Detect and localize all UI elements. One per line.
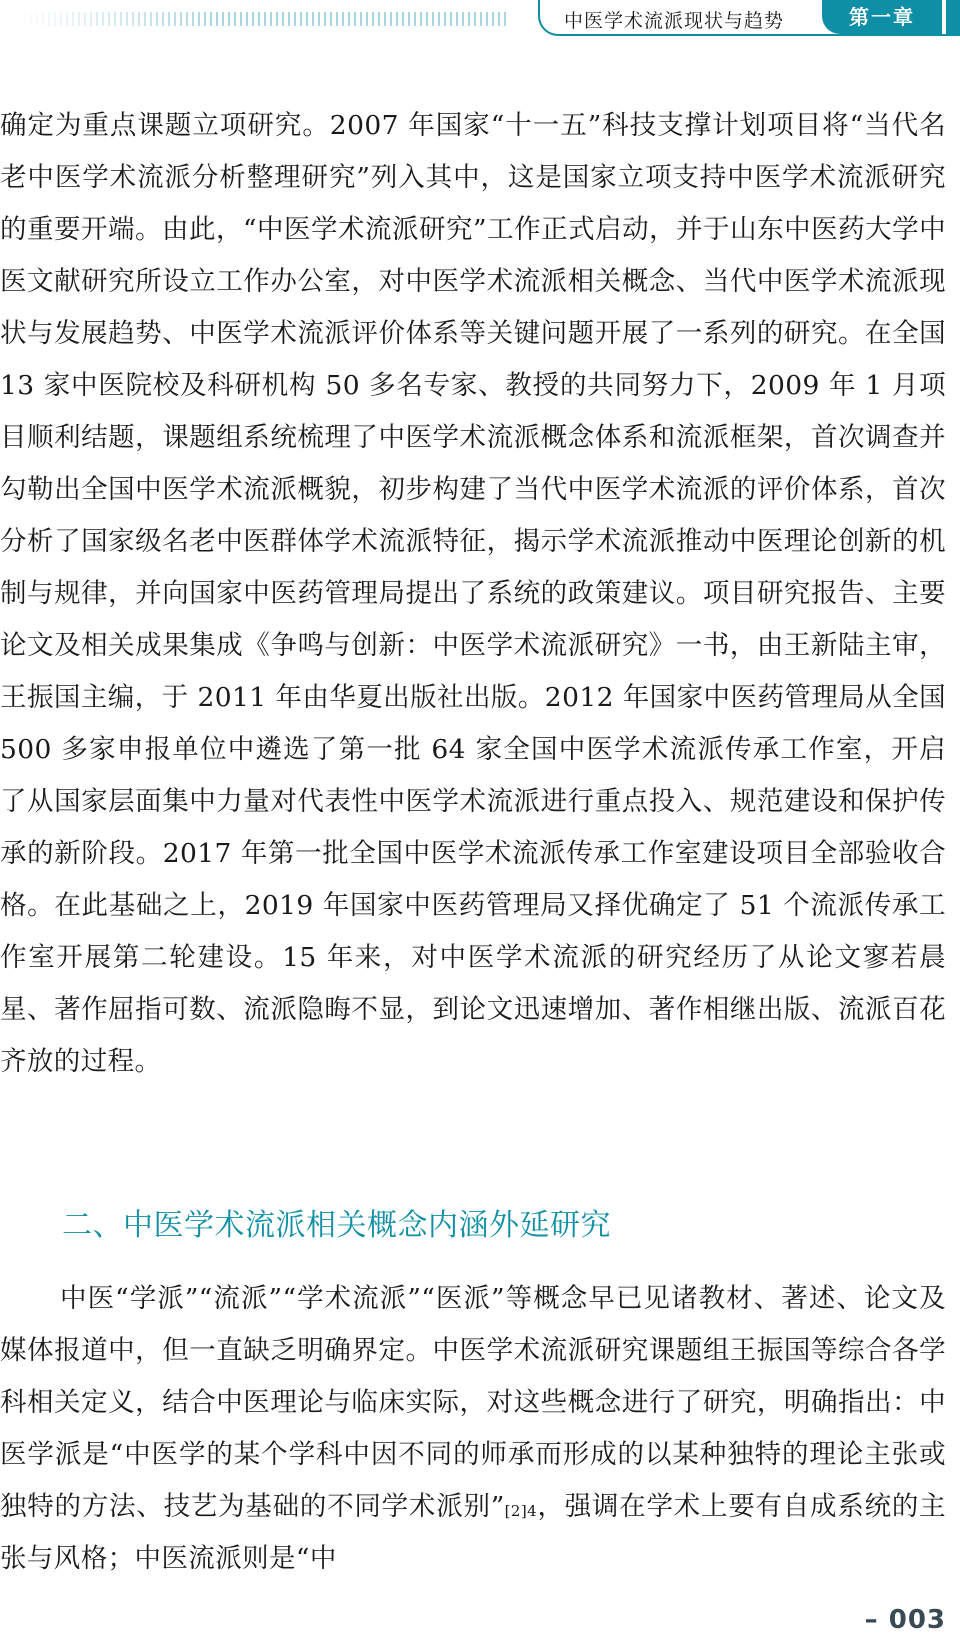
page-header	[0, 0, 960, 44]
paragraph-2-continuation: ，强调在学术上要有自成系统的主张与风格；中医流派则是“中	[0, 1491, 947, 1574]
running-title: 中医学术流派现状与趋势	[564, 10, 785, 32]
citation-reference: [2]4	[504, 1502, 538, 1520]
page-number: – 003	[864, 1605, 946, 1635]
header-stripe-fade	[18, 12, 218, 26]
body-paragraph-1: 确定为重点课题立项研究。2007 年国家“十一五”科技支撑计划项目将“当代名老中医学术流派分析整理研究”列入其中，这是国家立项支持中医学术流派研究的重要开端。由此，“中医学术流派研究”工作正式启动，并于山东中医药大学中医文献研究所设立工作办公室，对中医学术流派相关概念、当代中医学术流派现状与发展趋势、中医学术流派评价体系等关键问题开展了一系列的研究。在全国 13 家中医院校及科研机构 50 多名专家、教授的共同努力下，2009 年 1 月项目顺利结题，课题组系统梳理了中医学术流派概念体系和流派框架，首次调查并勾勒出全国中医学术流派概貌，初步构建了当代中医学术流派的评价体系，首次分析了国家级名老中医群体学术流派特征，揭示学术流派推动中医理论创新的机制与规律，并向国家中医药管理局提出了系统的政策建议。项目研究报告、主要论文及相关成果集成《争鸣与创新：中医学术流派研究》一书，由王新陆主审，王振国主编，于 2011 年由华夏出版社出版。2012 年国家中医药管理局从全国 500 多家申报单位中遴选了第一批 64 家全国中医学术流派传承工作室，开启了从国家层面集中力量对代表性中医学术流派进行重点投入、规范建设和保护传承的新阶段。2017 年第一批全国中医学术流派传承工作室建设项目全部验收合格。在此基础之上，2019 年国家中医药管理局又择优确定了 51 个流派传承工作室开展第二轮建设。15 年来，对中医学术流派的研究经历了从论文寥若晨星、著作屈指可数、流派隐晦不显，到论文迅速增加、著作相继出版、流派百花齐放的过程。	[0, 110, 946, 1077]
chapter-edge-bar	[946, 0, 960, 36]
chapter-tab: 第一章	[822, 0, 942, 34]
body-paragraph-2	[0, 1273, 946, 1585]
paragraph-2-text: 中医“学派”“流派”“学术流派”“医派”等概念早已见诸教材、著述、论文及媒体报道中，但一直缺乏明确界定。中医学术流派研究课题组王振国等综合各学科相关定义，结合中医理论与临床实际，对这些概念进行了研究，明确指出：中医学派是“中医学的某个学科中因不同的师承而形成的以某种独特的理论主张或独特的方法、技艺为基础的不同学术派别”	[0, 1283, 946, 1522]
section-heading: 二、中医学术流派相关概念内涵外延研究	[62, 1208, 611, 1243]
